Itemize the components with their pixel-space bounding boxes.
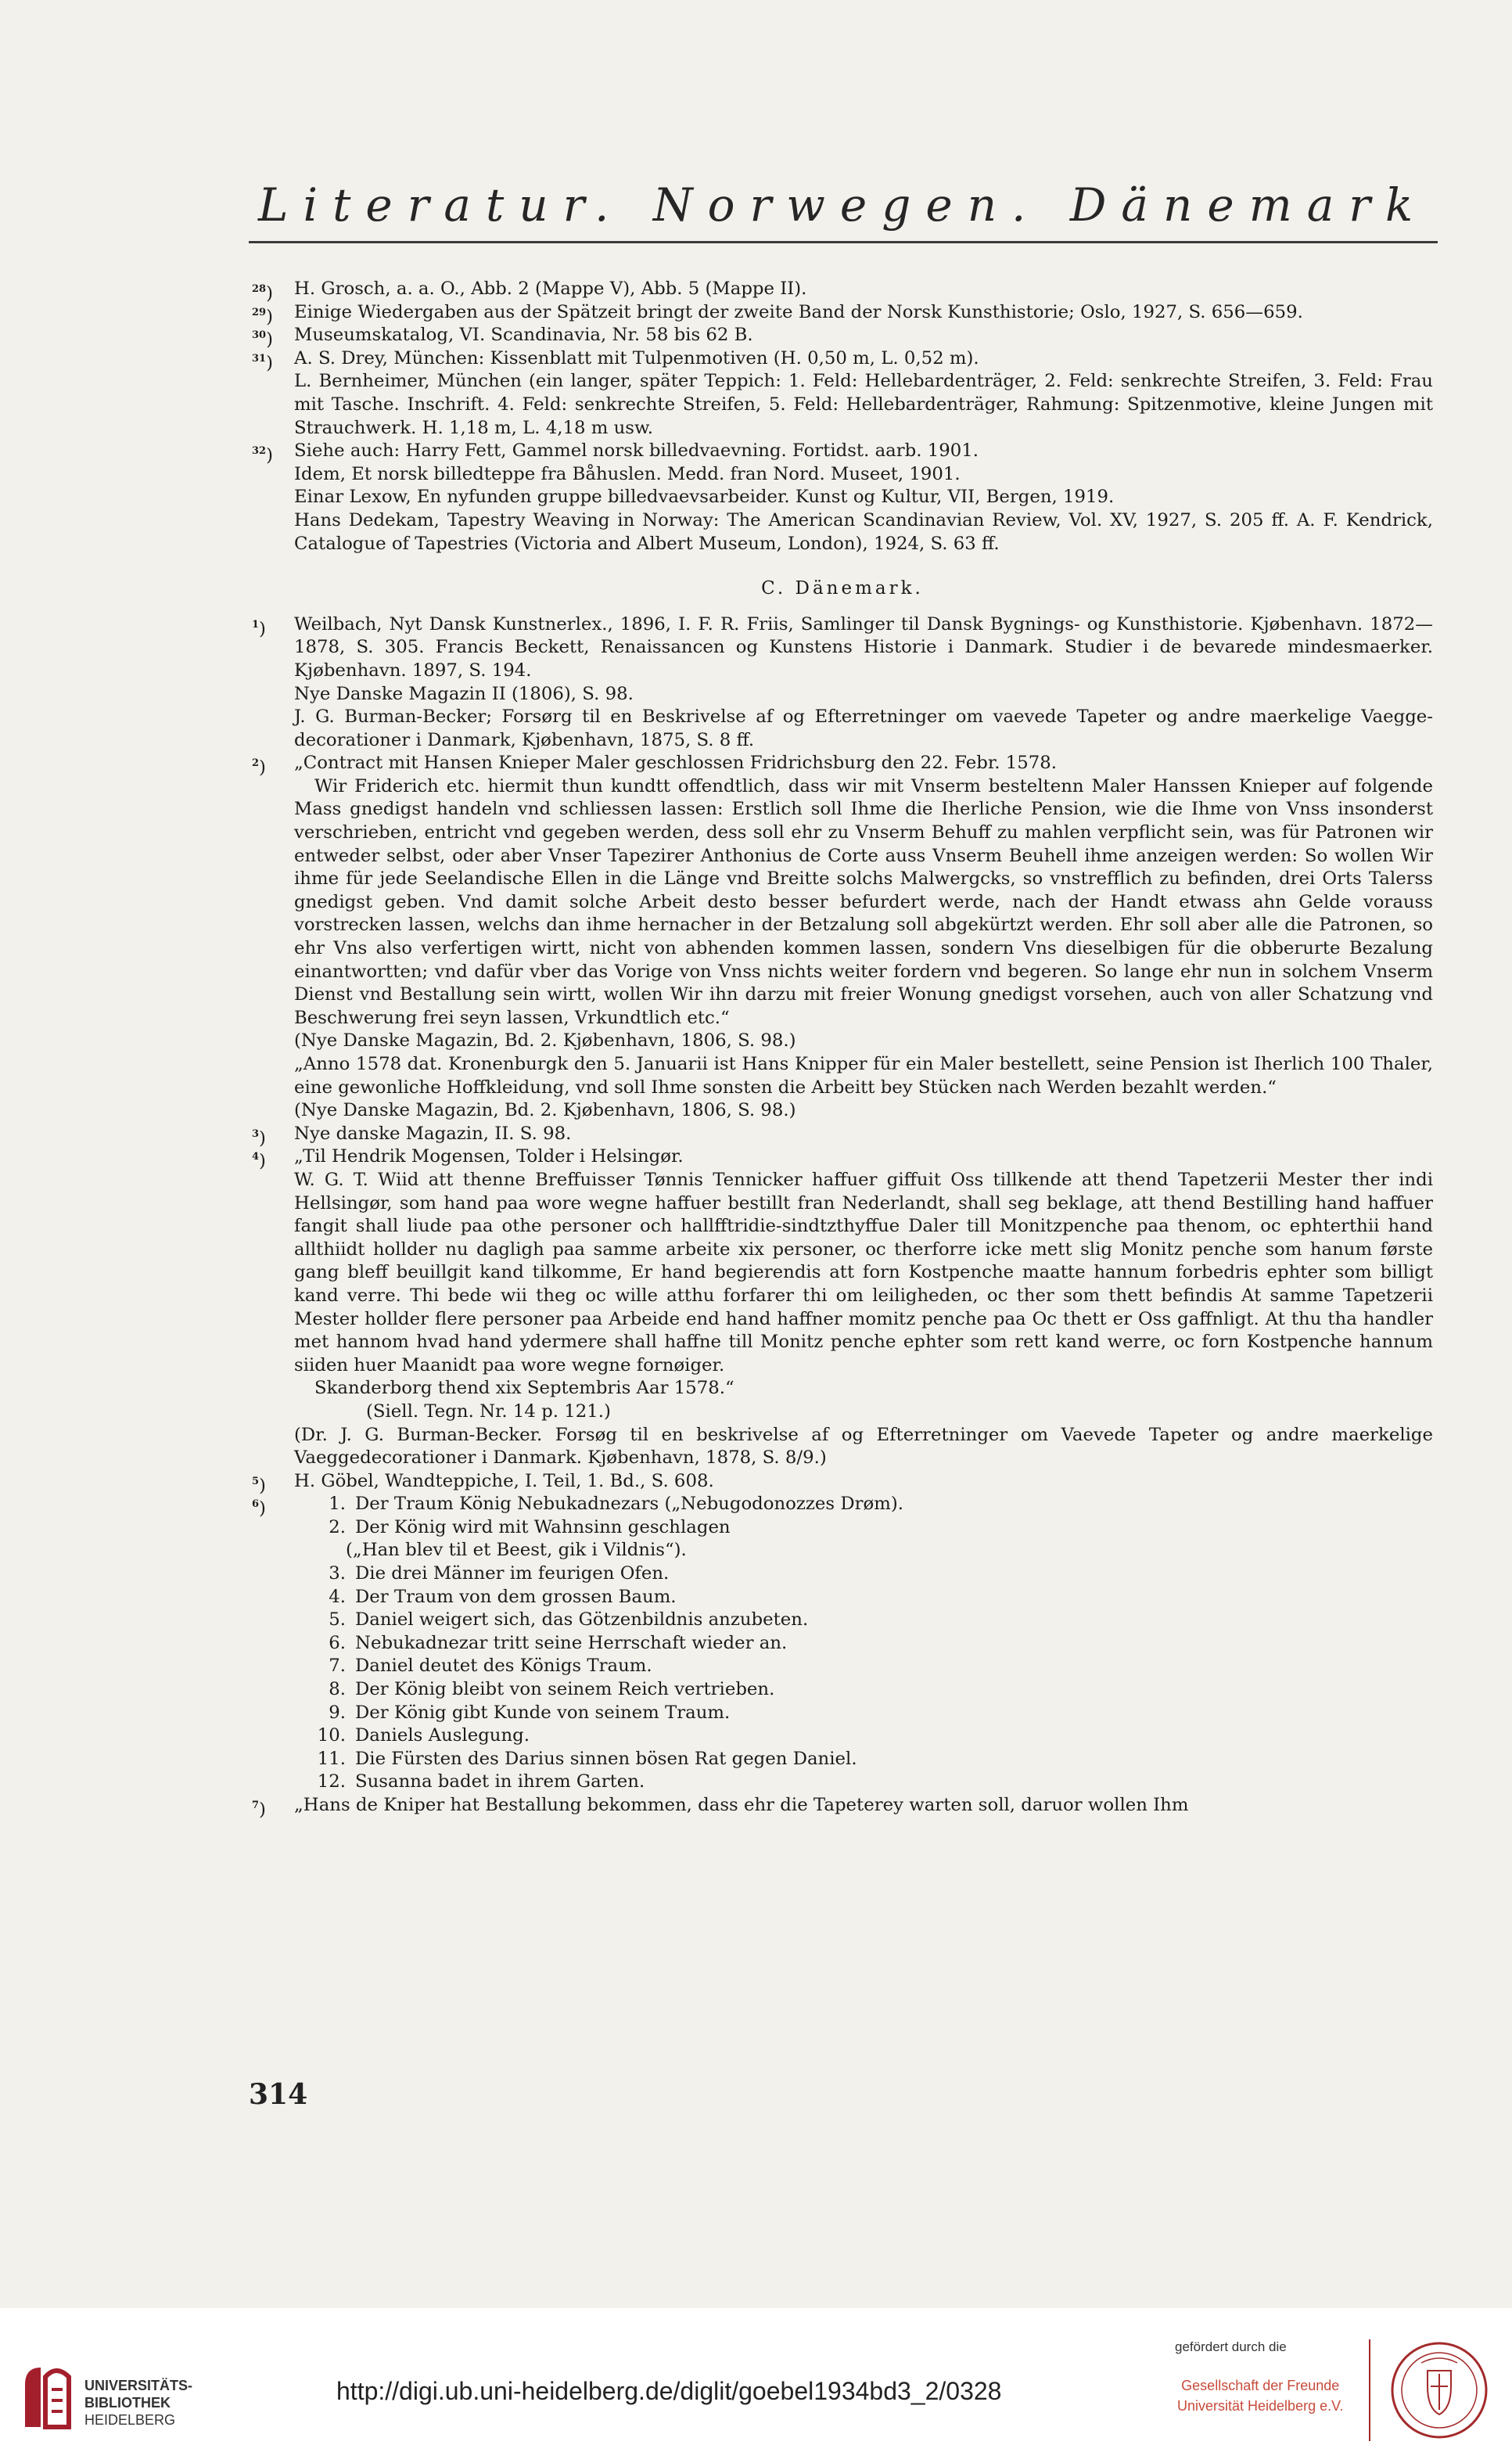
footnote-29: $^{29}$) Einige Wiedergaben aus der Spätzeit bringt der zweite Band der Norsk Kunsthistorie; Oslo, 1927, S. 656—659.: [252, 301, 1433, 325]
digitization-footer: [0, 2308, 1512, 2463]
footnote-6: $^6$) 1. Der Traum König Nebukadnezars („Nebugodonozzes Drøm). 2. Der König wird mit Wahnsinn geschlagen („Han blev til et Beest, gik i Vildnis“). 3. Die drei Männer im feurigen Ofen. 4. Der Traum von dem grossen Baum. 5. Daniel weigert sich, das Götzenbildnis anzubeten. 6. Nebukadnezar tritt seine Herrschaft wieder an. 7. Daniel deutet des Königs Traum. 8. Der König bleibt von seinem Reich vertrieben. 9. Der König gibt Kunde von seinem Traum. 10. Daniels Auslegung. 11. Die Fürsten des Darius sinnen bösen Rat gegen Daniel. 12. Susanna badet in ihrem Garten.: [252, 1493, 1433, 1794]
university-library-logo-icon: [17, 2361, 81, 2433]
list-item: 12. Susanna badet in ihrem Garten.: [317, 1771, 645, 1792]
footnote-7: $^7$) „Hans de Kniper hat Bestallung bekommen, dass ehr die Tapeterey warten soll, daruor wollen Ihm: [252, 1794, 1433, 1818]
footnote-text: Hans Dedekam, Tapestry Weaving in Norway: The American Scandinavian Review, Vol. XV, 1927, S. 205 ff. A. F. Kendrick, Catalogue of Tapestries (Victoria and Albert Museum, London), 1924, S. 63 ff.: [294, 509, 1433, 554]
footnote-number: 4: [252, 1151, 260, 1163]
footnote-text: H. Grosch, a. a. O., Abb. 2 (Mappe V), Abb. 5 (Mappe II).: [294, 279, 807, 299]
list-item: 6. Nebukadnezar tritt seine Herrschaft wieder an.: [329, 1632, 788, 1653]
footnote-number: 3: [252, 1127, 260, 1140]
letter-closing: Skanderborg thend xix Septembris Aar 1578.“: [314, 1378, 734, 1399]
footnote-number: 30: [252, 329, 267, 342]
footnote-number: 31: [252, 352, 267, 365]
section-heading: C. Dänemark.: [761, 578, 924, 599]
citation: (Dr. J. G. Burman-Becker. Forsøg til en beskrivelse af og Efterretninger om Vaevede Tapeter og andre maerkelige Vaeggedecorationer i Danmark. Kjøbenhavn, 1878, S. 8/9.): [294, 1424, 1433, 1469]
footnote-text: „Hans de Kniper hat Bestallung bekommen, dass ehr die Tapeterey warten soll, daruor wollen Ihm: [294, 1795, 1189, 1815]
footnote-number: 5: [252, 1475, 260, 1487]
footnote-text: Nye danske Magazin, II. S. 98.: [294, 1123, 572, 1144]
footnote-30: $^{30}$) Museumskatalog, VI. Scandinavia, Nr. 58 bis 62 B.: [252, 324, 1433, 347]
footnote-text: Siehe auch: Harry Fett, Gammel norsk billedvaevning. Fortidst. aarb. 1901.: [294, 440, 979, 462]
list-item: 3. Die drei Männer im feurigen Ofen.: [329, 1563, 670, 1584]
running-header-title: Literatur. Norwegen. Dänemark: [258, 178, 1428, 232]
footnote-text: Einar Lexow, En nyfunden gruppe billedvaevsarbeider. Kunst og Kultur, VII, Bergen, 1919.: [294, 487, 1115, 508]
footnote-number: 2: [252, 757, 260, 770]
header-rule: [249, 241, 1438, 243]
footnote-number: 7: [252, 1800, 260, 1811]
footnote-text: Einige Wiedergaben aus der Spätzeit bringt der zweite Band der Norsk Kunsthistorie; Oslo, 1927, S. 656—659.: [294, 301, 1303, 322]
list-item: 2. Der König wird mit Wahnsinn geschlagen: [329, 1516, 731, 1537]
footnote-number: 29: [252, 306, 267, 318]
footnote-31: $^{31}$) A. S. Drey, München: Kissenblatt mit Tulpenmotiven (H. 0,50 m, L. 0,52 m). L. Bernheimer, München (ein langer, später Teppich: 1. Feld: Hellebardenträger, 2. Feld: senkrechte Streifen, 3. Feld: Frau mit Tasche. Inschrift. 4. Feld: senkrechte Streifen, 5. Feld: Hellebardenträger, Rahmung: Spitzenmotive, kleine Jungen mit Strauchwerk. H. 1,18 m, L. 4,18 m usw.: [252, 347, 1433, 440]
digital-copy-url-link[interactable]: http://digi.ub.uni-heidelberg.de/diglit/goebel1934bd3_2/0328: [336, 2377, 1002, 2405]
footnote-text: L. Bernheimer, München (ein langer, später Teppich: 1. Feld: Hellebardenträger, 2. Feld: senkrechte Streifen, 3. Feld: Frau mit Tasche. Inschrift. 4. Feld: senkrechte Streifen, 5. Feld: Hellebardenträger, Rahmung: Spitzenmotive, kleine Jungen mit Strauchwerk. H. 1,18 m, L. 4,18 m usw.: [294, 371, 1433, 438]
list-item: 10. Daniels Auslegung.: [317, 1725, 530, 1746]
list-item: 7. Daniel deutet des Königs Traum.: [329, 1656, 652, 1677]
footer-divider: [1369, 2339, 1370, 2441]
footnote-5: $^5$) H. Göbel, Wandteppiche, I. Teil, 1. Bd., S. 608.: [252, 1470, 1433, 1494]
list-item: 11. Die Fürsten des Darius sinnen bösen Rat gegen Daniel.: [317, 1748, 857, 1769]
letter-heading: „Til Hendrik Mogensen, Tolder i Helsingør.: [294, 1146, 684, 1167]
university-seal-icon: [1388, 2339, 1490, 2441]
footnote-text: H. Göbel, Wandteppiche, I. Teil, 1. Bd., S. 608.: [294, 1470, 714, 1491]
university-library-name: UNIVERSITÄTS- BIBLIOTHEK HEIDELBERG: [84, 2378, 193, 2428]
footnote-number: 32: [252, 445, 267, 458]
list-item-note: („Han blev til et Beest, gik i Vildnis“).: [346, 1540, 687, 1561]
list-item: 1. Der Traum König Nebukadnezars („Nebugodonozzes Drøm).: [329, 1494, 904, 1515]
tapestry-scene-list: [294, 1493, 1433, 1794]
page-content: [252, 278, 1433, 1818]
quote: „Anno 1578 dat. Kronenburgk den 5. Januarii ist Hans Knipper für ein Maler bestellett, seine Pension ist Iherlich 100 Thaler, eine gewonliche Hoffkleidung, vnd soll Ihme sonsten die Arbeitt bey Stücken nach Werden bezahlt werden.“: [294, 1054, 1433, 1098]
sponsor-label: gefördert durch die: [1175, 2339, 1287, 2354]
list-item: 8. Der König bleibt von seinem Reich vertrieben.: [329, 1679, 775, 1700]
contract-heading: „Contract mit Hansen Knieper Maler geschlossen Fridrichsburg den 22. Febr. 1578.: [294, 753, 1057, 774]
footnote-1: $^1$) Weilbach, Nyt Dansk Kunstnerlex., 1896, I. F. R. Friis, Samlinger til Dansk Bygnings- og Kunsthistorie. Kjøbenhavn. 1872—1878, S. 305. Francis Beckett, Renaissancen og Kunstens Historie i Danmark. Studier i de bevarede mindesmaerker. Kjøbenhavn. 1897, S. 194. Nye Danske Magazin II (1806), S. 98. J. G. Burman-Becker; Forsørg til en Beskrivelse af og Efterretninger om vaevede Tapeter og andre maerkelige Vaegge-decorationer i Danmark, Kjøbenhavn, 1875, S. 8 ff.: [252, 613, 1433, 753]
footnote-text: Idem, Et norsk billedteppe fra Båhuslen. Medd. fran Nord. Museet, 1901.: [294, 463, 961, 484]
citation: (Nye Danske Magazin, Bd. 2. Kjøbenhavn, 1806, S. 98.): [294, 1030, 796, 1052]
footnote-text: Nye Danske Magazin II (1806), S. 98.: [294, 683, 634, 704]
sponsor-organization: Gesellschaft der Freunde Universität Heidelberg e.V.: [1177, 2378, 1344, 2414]
footnote-32: $^{32}$) Siehe auch: Harry Fett, Gammel norsk billedvaevning. Fortidst. aarb. 1901. Idem, Et norsk billedteppe fra Båhuslen. Medd. fran Nord. Museet, 1901. Einar Lexow, En nyfunden gruppe billedvaevsarbeider. Kunst og Kultur, VII, Bergen, 1919. Hans Dedekam, Tapestry Weaving in Norway: The American Scandinavian Review, Vol. XV, 1927, S. 205 ff. A. F. Kendrick, Catalogue of Tapestries (Victoria and Albert Museum, London), 1924, S. 63 ff.: [252, 440, 1433, 556]
footnote-28: $^{28}$) H. Grosch, a. a. O., Abb. 2 (Mappe V), Abb. 5 (Mappe II).: [252, 278, 1433, 301]
letter-body: W. G. T. Wiid att thenne Breffuisser Tønnis Tennicker haffuer giffuit Oss tillkende att thend Tapetzerii Mester ther indi Hellsingør, som hand paa wore wegne haffuer bestillt fran Nederlandt, shall seg beklage, att thend Bestilling hand haffuer fangit shall liude paa othe personer och hallfftridie-sindtzthyffue Daler till Monitzpenche paa thenom, oc ephterthii hand allthiidt hollder nu dagligh paa samme arbeite xix personer, oc therforre icke mett slig Monitz penche som hanum første gang bleff beuillgit kand tilkomme, Er hand begierendis att forn Kostpenche maatte hannum forbedris ephter som billigt kand verre. Thi bede wii theg oc wille atthu forfarer thi om leiligheden, oc ther som thett befindis At samme Tapetzerii Mester hollder flere personer paa Arbeide end hand haffner momitz penche paa Oc thett er Oss gaffnligt. At thu tha handler met hannom hvad hand ydermere shall haffne till Monitz penche ephter som rett kand werre, oc forn Kostpenche hannum siiden huer Maanidt paa wore wegne fornøiger.: [294, 1169, 1433, 1375]
footnote-text: Weilbach, Nyt Dansk Kunstnerlex., 1896, I. F. R. Friis, Samlinger til Dansk Bygnings- og Kunsthistorie. Kjøbenhavn. 1872—1878, S. 305. Francis Beckett, Renaissancen og Kunstens Historie i Danmark. Studier i de bevarede mindesmaerker. Kjøbenhavn. 1897, S. 194.: [294, 613, 1433, 681]
footnote-number: 28: [252, 283, 267, 295]
footnote-number: 6: [252, 1498, 260, 1511]
footnote-4: $^4$) „Til Hendrik Mogensen, Tolder i Helsingør. W. G. T. Wiid att thenne Breffuisser Tønnis Tennicker haffuer giffuit Oss tillkende att thend Tapetzerii Mester ther indi Hellsingør, som hand paa wore wegne haffuer bestillt fran Nederlandt, shall seg beklage, att thend Bestilling hand haffuer fangit shall liude paa othe personer och hallfftridie-sindtzthyffue Daler till Monitzpenche paa thenom, oc ephterthii hand allthiidt hollder nu dagligh paa samme arbeite xix personer, oc therforre icke mett slig Monitz penche som hanum første gang bleff beuillgit kand tilkomme, Er hand begierendis att forn Kostpenche maatte hannum forbedris ephter som billigt kand verre. Thi bede wii theg oc wille atthu forfarer thi om leiligheden, oc ther som thett befindis At samme Tapetzerii Mester hollder flere personer paa Arbeide end hand haffner momitz penche paa Oc thett er Oss gaffnligt. At thu tha handler met hannom hvad hand ydermere shall haffne till Monitz penche ephter som rett kand werre, oc forn Kostpenche hannum siiden huer Maanidt paa wore wegne fornøiger. Skanderborg thend xix Septembris Aar 1578.“ (Siell. Tegn. Nr. 14 p. 121.) (Dr. J. G. Burman-Becker. Forsøg til en beskrivelse af og Efterretninger om Vaevede Tapeter og andre maerkelige Vaeggedecorationer i Danmark. Kjøbenhavn, 1878, S. 8/9.): [252, 1145, 1433, 1469]
footnote-2: $^2$) „Contract mit Hansen Knieper Maler geschlossen Fridrichsburg den 22. Febr. 1578. Wir Friderich etc. hiermit thun kundtt offendtlich, dass wir mit Vnserm besteltenn Maler Hanssen Knieper auf folgende Mass gnedigst handeln vnd schliessen lassen: Erstlich soll Ihme die Iherliche Pension, wie die Ihme von Vnss insonderst verschrieben, entricht vnd gegeben werden, dess soll ehr zu Vnserm Behuff zu mahlen verpflicht sein, was für Patronen wir entweder selbst, oder aber Vnser Tapezirer Anthonius de Corte auss Vnserm Beuhell ihme anzeigen werden: So wollen Wir ihme für jede Seelandische Ellen in die Länge vnd Breitte solchs Malwergcks, so vnstrefflich zu befinden, drei Orts Talerss gnedigst geben. Vnd damit solche Arbeit desto besser befurdert werde, nach der Handt etwass ahn Gelde vorauss vorstrecken lassen, welchs dan ihme hernacher in der Betzalung soll abgekürtzt werden. Ehr soll aber alle die Patronen, so ehr Vns also verfertigen wirtt, nicht von abhenden kommen lassen, sondern Vns dieselbigen für die obberurte Bezalung einantwortten; vnd dafür vber das Vorige von Vnss nichts weiter fordern vnd begeren. So lange ehr nun in solchem Vnserm Dienst vnd Bestallung sein wirtt, wollen Wir ihn darzu mit freier Wonung gnedigst vorsehen, auch von aller Schatzung vnd Beschwerung frei seyn lassen, Vrkundtlich etc.“ (Nye Danske Magazin, Bd. 2. Kjøbenhavn, 1806, S. 98.) „Anno 1578 dat. Kronenburgk den 5. Januarii ist Hans Knipper für ein Maler bestellett, seine Pension ist Iherlich 100 Thaler, eine gewonliche Hoffkleidung, vnd soll Ihme sonsten die Arbeitt bey Stücken nach Werden bezahlt werden.“ (Nye Danske Magazin, Bd. 2. Kjøbenhavn, 1806, S. 98.): [252, 752, 1433, 1123]
list-item: 4. Der Traum von dem grossen Baum.: [329, 1586, 677, 1607]
footnote-number: 1: [252, 618, 260, 631]
list-item: 9. Der König gibt Kunde von seinem Traum.: [329, 1702, 731, 1723]
footnote-text: Museumskatalog, VI. Scandinavia, Nr. 58 bis 62 B.: [294, 325, 753, 346]
list-item: 5. Daniel weigert sich, das Götzenbildnis anzubeten.: [329, 1609, 809, 1631]
page-number: 314: [249, 2078, 308, 2111]
contract-body: Wir Friderich etc. hiermit thun kundtt offendtlich, dass wir mit Vnserm besteltenn Maler Hanssen Knieper auf folgende Mass gnedigst handeln vnd schliessen lassen: Erstlich soll Ihme die Iherliche Pension, wie die Ihme von Vnss insonderst verschrieben, entricht vnd gegeben werden, dess soll ehr zu Vnserm Behuff zu mahlen verpflicht sein, was für Patronen wir entweder selbst, oder aber Vnser Tapezirer Anthonius de Corte auss Vnserm Beuhell ihme anzeigen werden: So wollen Wir ihme für jede Seelandische Ellen in die Länge vnd Breitte solchs Malwergcks, so vnstrefflich zu befinden, drei Orts Talerss gnedigst geben. Vnd damit solche Arbeit desto besser befurdert werde, nach der Handt etwass ahn Gelde vorauss vorstrecken lassen, welchs dan ihme hernacher in der Betzalung soll abgekürtzt werden. Ehr soll aber alle die Patronen, so ehr Vns also verfertigen wirtt, nicht von abhenden kommen lassen, sondern Vns dieselbigen für die obberurte Bezalung einantwortten; vnd dafür vber das Vorige von Vnss nichts weiter fordern vnd begeren. So lange ehr nun in solchem Vnserm Dienst vnd Bestallung sein wirtt, wollen Wir ihn darzu mit freier Wonung gnedigst vorsehen, auch von aller Schatzung vnd Beschwerung frei seyn lassen, Vrkundtlich etc.“: [294, 775, 1433, 1028]
footnote-text: J. G. Burman-Becker; Forsørg til en Beskrivelse af og Efterretninger om vaevede Tapeter og andre maerkelige Vaegge-decorationer i Danmark, Kjøbenhavn, 1875, S. 8 ff.: [294, 707, 1433, 750]
citation: (Nye Danske Magazin, Bd. 2. Kjøbenhavn, 1806, S. 98.): [294, 1100, 796, 1121]
footnote-text: A. S. Drey, München: Kissenblatt mit Tulpenmotiven (H. 0,50 m, L. 0,52 m).: [294, 347, 979, 369]
footnote-3: $^3$) Nye danske Magazin, II. S. 98.: [252, 1123, 1433, 1146]
letter-seal-reference: (Siell. Tegn. Nr. 14 p. 121.): [366, 1400, 611, 1422]
